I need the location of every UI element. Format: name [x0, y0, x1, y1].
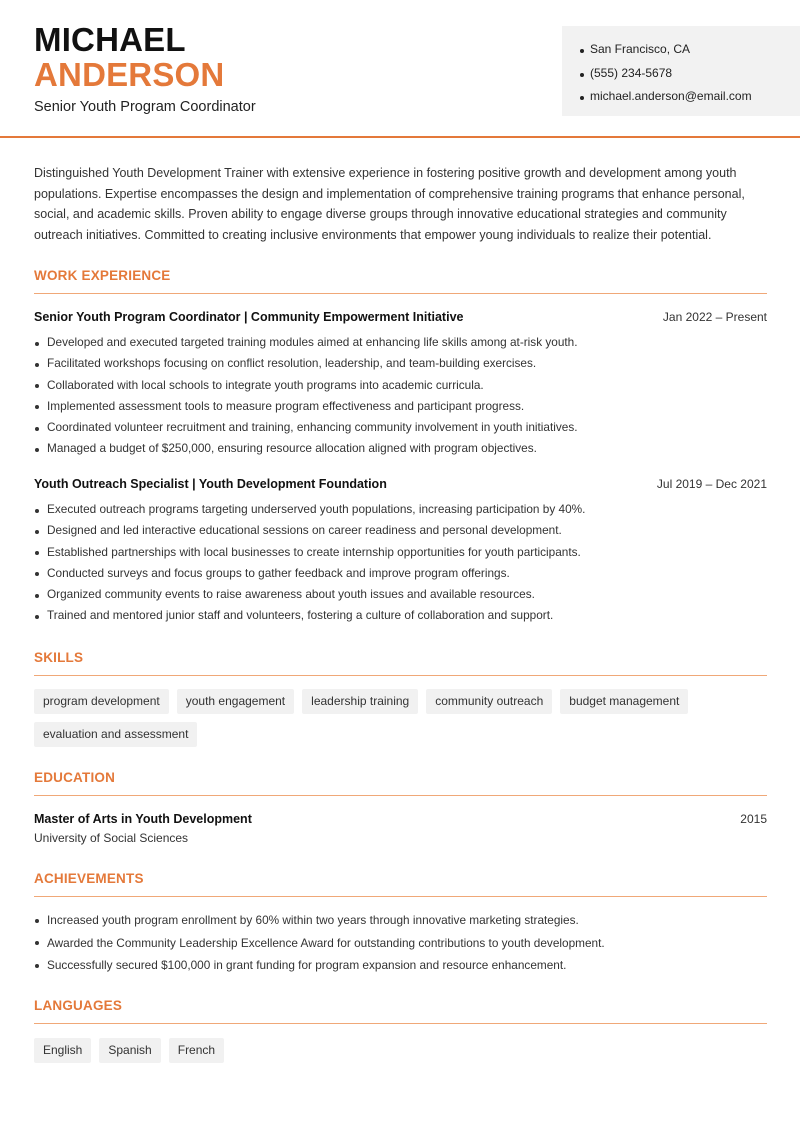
- list-item: Facilitated workshops focusing on conflict resolution, leadership, and team-building exercises.: [34, 353, 774, 374]
- skill-tag: youth engagement: [177, 689, 294, 714]
- list-item: Successfully secured $100,000 in grant funding for program expansion and resource enhancement.: [34, 954, 774, 977]
- professional-summary: Distinguished Youth Development Trainer with extensive experience in fostering positive growth and development among youth populations. Expertise encompasses the design and implementation of comprehensive training programs that enhance personal, social, and academic skills. Proven ability to engage diverse groups through innovative educational strategies and community outreach initiatives. Committed to creating inclusive environments that empower young individuals to realize their potential.: [34, 166, 745, 243]
- job-bullets-1: [34, 332, 774, 460]
- contact-box: [562, 26, 800, 116]
- resume-header: [0, 0, 800, 138]
- skill-tag: community outreach: [426, 689, 552, 714]
- job-title-subtitle: Senior Youth Program Coordinator: [34, 99, 256, 115]
- list-item: Conducted surveys and focus groups to gather feedback and improve program offerings.: [34, 563, 774, 584]
- skill-tag: budget management: [560, 689, 688, 714]
- skill-tag: leadership training: [302, 689, 418, 714]
- languages-list: [34, 1038, 774, 1063]
- job-title-1: Senior Youth Program Coordinator | Community Empowerment Initiative: [34, 310, 464, 324]
- list-item: Executed outreach programs targeting underserved youth populations, increasing participation by 40%.: [34, 499, 774, 520]
- section-title-achievements: ACHIEVEMENTS: [34, 871, 767, 897]
- list-item: Developed and executed targeted training modules aimed at enhancing life skills among at-risk youth.: [34, 332, 774, 353]
- section-title-languages: LANGUAGES: [34, 998, 767, 1024]
- education-year: 2015: [740, 812, 767, 826]
- list-item: Trained and mentored junior staff and volunteers, fostering a culture of collaboration and support.: [34, 605, 774, 626]
- contact-location: San Francisco, CA: [580, 38, 800, 62]
- list-item: Increased youth program enrollment by 60% within two years through innovative marketing strategies.: [34, 909, 774, 932]
- first-name: MICHAEL: [34, 21, 186, 58]
- contact-email[interactable]: michael.anderson@email.com: [580, 85, 800, 109]
- list-item: Designed and led interactive educational sessions on career readiness and personal development.: [34, 520, 774, 541]
- achievements-list: [34, 909, 774, 977]
- list-item: Collaborated with local schools to integrate youth programs into academic curricula.: [34, 375, 774, 396]
- skills-list: [34, 689, 774, 747]
- job-title-2: Youth Outreach Specialist | Youth Development Foundation: [34, 477, 387, 491]
- skill-tag: program development: [34, 689, 169, 714]
- list-item: Coordinated volunteer recruitment and training, enhancing community involvement in youth initiatives.: [34, 417, 774, 438]
- job-bullets-2: [34, 499, 774, 627]
- education-school: University of Social Sciences: [34, 831, 189, 845]
- language-tag: English: [34, 1038, 91, 1063]
- job-dates-1: Jan 2022 – Present: [662, 310, 767, 324]
- job-dates-2: Jul 2019 – Dec 2021: [656, 477, 767, 491]
- list-item: Organized community events to raise awareness about youth issues and available resources.: [34, 584, 774, 605]
- last-name: ANDERSON: [34, 56, 225, 93]
- list-item: Established partnerships with local businesses to create internship opportunities for youth participants.: [34, 542, 774, 563]
- list-item: Implemented assessment tools to measure program effectiveness and participant progress.: [34, 396, 774, 417]
- section-title-work: WORK EXPERIENCE: [34, 268, 767, 294]
- education-degree: Master of Arts in Youth Development: [34, 812, 252, 826]
- skill-tag: evaluation and assessment: [34, 722, 197, 747]
- list-item: Awarded the Community Leadership Excellence Award for outstanding contributions to youth development.: [34, 932, 774, 955]
- section-title-skills: SKILLS: [34, 650, 767, 676]
- language-tag: French: [169, 1038, 224, 1063]
- language-tag: Spanish: [99, 1038, 160, 1063]
- list-item: Managed a budget of $250,000, ensuring resource allocation aligned with program objectives.: [34, 438, 774, 459]
- candidate-name: [34, 22, 224, 92]
- section-title-education: EDUCATION: [34, 770, 767, 796]
- contact-phone: (555) 234-5678: [580, 62, 800, 86]
